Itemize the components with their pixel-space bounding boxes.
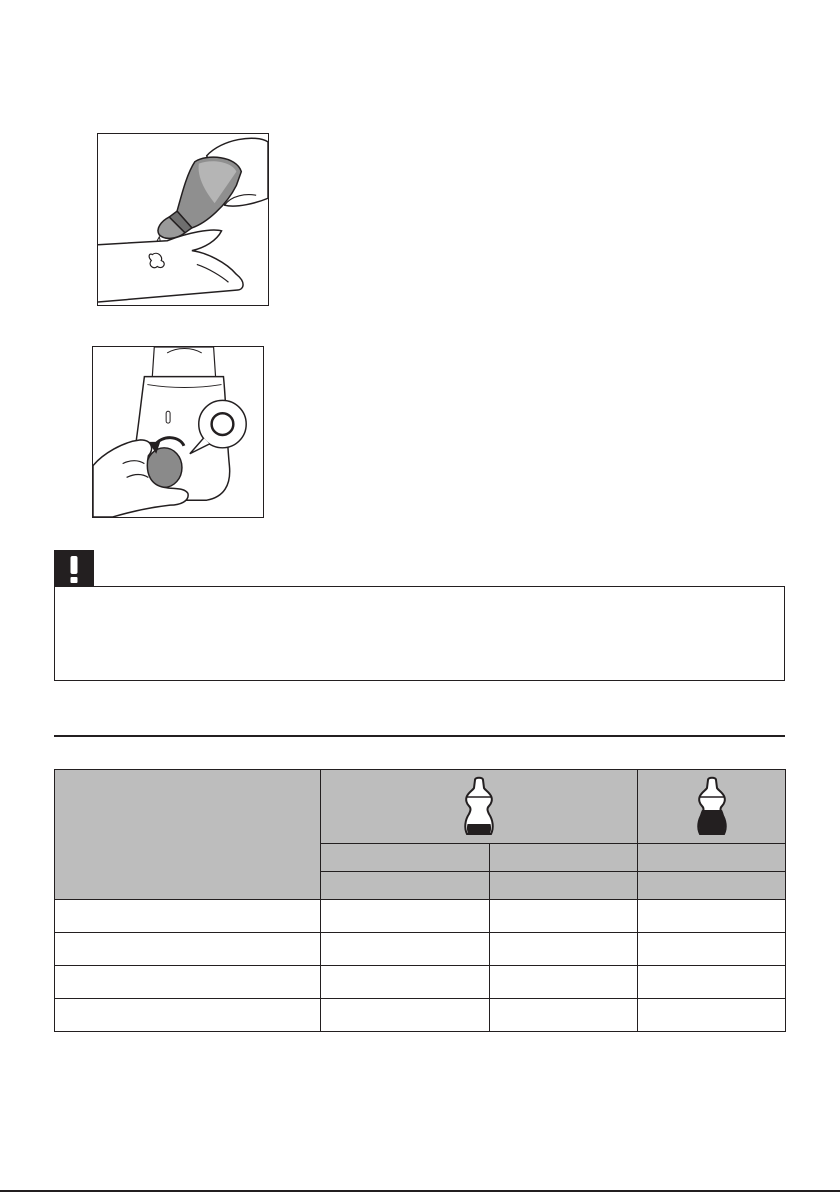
table-cell xyxy=(638,966,786,999)
table-cell xyxy=(55,900,321,933)
notice-box xyxy=(54,586,785,681)
table-row xyxy=(55,933,786,966)
table-subheader-cell xyxy=(490,844,638,872)
table-cell xyxy=(55,966,321,999)
bottle-wrist-test-illustration xyxy=(98,134,268,305)
table-cell xyxy=(638,933,786,966)
exclamation-icon xyxy=(54,550,94,587)
table-row xyxy=(55,999,786,1032)
full-bottle-header xyxy=(638,770,786,844)
section-divider xyxy=(54,735,785,737)
bottle-warmer-dial-off-illustration xyxy=(93,347,263,517)
warming-time-table xyxy=(54,769,786,1032)
full-bottle-icon xyxy=(694,776,730,838)
table-cell xyxy=(55,999,321,1032)
table-subheader-cell xyxy=(490,872,638,900)
table-subheader-cell xyxy=(321,844,490,872)
table-row xyxy=(55,966,786,999)
table-corner-header xyxy=(55,770,321,900)
table-cell xyxy=(638,900,786,933)
table-cell xyxy=(321,999,490,1032)
table-subheader-cell xyxy=(321,872,490,900)
table-cell xyxy=(321,933,490,966)
table-cell xyxy=(490,966,638,999)
table-subheader-cell xyxy=(638,872,786,900)
table-cell xyxy=(638,999,786,1032)
half-bottle-header xyxy=(321,770,638,844)
table-cell xyxy=(321,966,490,999)
table-header-row xyxy=(55,770,786,844)
notice-exclamation-badge xyxy=(54,550,94,587)
warmer-dial-figure xyxy=(92,346,264,518)
table-subheader-cell xyxy=(638,844,786,872)
table-cell xyxy=(490,999,638,1032)
half-filled-bottle-icon xyxy=(461,776,497,838)
table-cell xyxy=(321,900,490,933)
wrist-test-figure xyxy=(97,133,269,306)
table-cell xyxy=(490,933,638,966)
table-cell xyxy=(490,900,638,933)
table-cell xyxy=(55,933,321,966)
table-row xyxy=(55,900,786,933)
